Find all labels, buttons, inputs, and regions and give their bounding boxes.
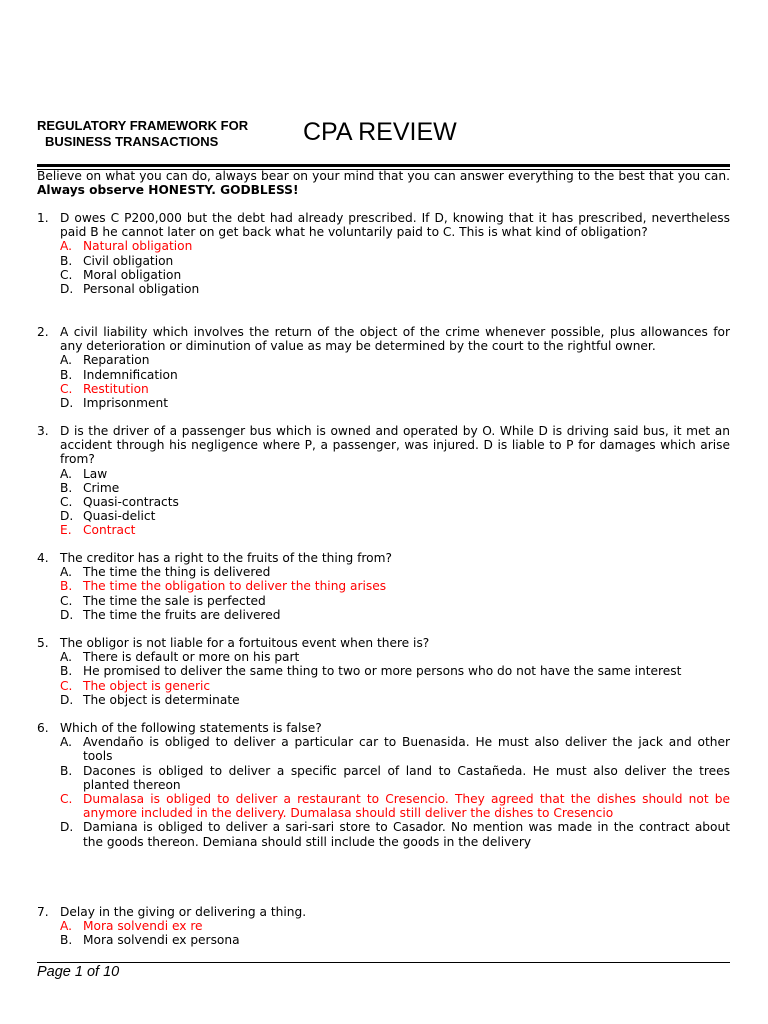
question-number: 5. [37, 636, 49, 650]
option-text: The time the sale is perfected [83, 593, 266, 608]
answer-option [60, 792, 730, 820]
option-text: Imprisonment [83, 396, 169, 411]
option-text: Natural obligation [83, 239, 193, 254]
option-text: Mora solvendi ex re [83, 919, 203, 934]
option-text: The time the obligation to deliver the thing arises [83, 579, 387, 594]
option-letter: C. [60, 593, 73, 608]
option-text: Civil obligation [83, 253, 174, 268]
option-letter: C. [60, 678, 73, 693]
option-letter: A. [60, 353, 72, 368]
question-stem: A civil liability which involves the return of the object of the crime whenever possible, plus allowances for any deterioration or diminution of value as may be determined by the court to the rightful owner. [60, 325, 730, 354]
answer-option [60, 579, 730, 593]
answer-option [60, 396, 730, 410]
option-text: Contract [83, 523, 136, 538]
footer-divider [37, 962, 730, 963]
answer-option [60, 509, 730, 523]
option-text: Indemnification [83, 367, 178, 382]
question-7 [37, 905, 730, 948]
question-stem: The creditor has a right to the fruits of the thing from? [60, 551, 392, 565]
option-text: Dumalasa is obliged to deliver a restaurant to Cresencio. They agreed that the dishes should not be anymore included in the delivery. Dumalasa should still deliver the dishes to Cresencio [83, 792, 730, 821]
answer-option [60, 268, 730, 282]
question-number: 1. [37, 211, 49, 225]
question-2 [37, 325, 730, 410]
answer-option [60, 495, 730, 509]
question-stem: D owes C P200,000 but the debt had already prescribed. If D, knowing that it has prescribed, nevertheless paid B he cannot later on get back what he voluntarily paid to C. This is what kind of obligation? [60, 211, 730, 240]
option-letter: B. [60, 664, 73, 679]
page-number: Page 1 of 10 [37, 964, 120, 980]
question-stem: D is the driver of a passenger bus which is owned and operated by O. While D is driving said bus, it met an accident through his negligence where P, a passenger, was injured. D is liable to P for damages which arise from? [60, 424, 730, 467]
option-text: Law [83, 466, 108, 481]
option-text: Quasi-delict [83, 509, 156, 524]
option-letter: E. [60, 523, 72, 538]
option-text: Mora solvendi ex persona [83, 933, 240, 948]
answer-option [60, 820, 730, 848]
course-title-line-1: REGULATORY FRAMEWORK FOR [37, 118, 249, 133]
question-stem: Which of the following statements is false? [60, 721, 322, 735]
option-letter: C. [60, 792, 73, 807]
answer-option [60, 382, 730, 396]
option-letter: A. [60, 239, 72, 254]
answer-option [60, 664, 730, 678]
intro-bold-text: Always observe HONESTY. GODBLESS! [37, 183, 299, 198]
option-text: Crime [83, 480, 120, 495]
answer-option [60, 594, 730, 608]
option-letter: B. [60, 579, 73, 594]
question-4 [37, 551, 730, 622]
question-6 [37, 721, 730, 849]
option-letter: D. [60, 692, 74, 707]
answer-option [60, 919, 730, 933]
option-letter: D. [60, 396, 74, 411]
answer-option [60, 254, 730, 268]
option-letter: B. [60, 933, 73, 948]
option-letter: D. [60, 607, 74, 622]
option-text: Avendaño is obliged to deliver a particular car to Buenasida. He must also deliver the jack and other tools [83, 735, 730, 764]
question-3 [37, 424, 730, 538]
question-5 [37, 636, 730, 707]
answer-option [60, 481, 730, 495]
answer-option [60, 282, 730, 296]
answer-option [60, 764, 730, 792]
option-letter: A. [60, 919, 72, 934]
option-letter: C. [60, 381, 73, 396]
option-letter: B. [60, 367, 73, 382]
question-stem: The obligor is not liable for a fortuitous event when there is? [60, 636, 430, 650]
question-number: 3. [37, 424, 49, 438]
course-title [37, 118, 299, 150]
option-text: He promised to deliver the same thing to two or more persons who do not have the same interest [83, 664, 682, 679]
option-text: Damiana is obliged to deliver a sari-sari store to Casador. No mention was made in the contract about the goods thereon. Demiana should still include the goods in the delivery [83, 820, 730, 849]
option-letter: A. [60, 650, 72, 665]
option-letter: B. [60, 763, 73, 778]
question-number: 7. [37, 905, 49, 919]
option-letter: A. [60, 565, 72, 580]
answer-option [60, 693, 730, 707]
question-stem: Delay in the giving or delivering a thing. [60, 905, 307, 919]
document-page [37, 0, 730, 1024]
question-number: 4. [37, 551, 49, 565]
answer-option [60, 353, 730, 367]
answer-option [60, 565, 730, 579]
course-title-line-2: BUSINESS TRANSACTIONS [45, 134, 219, 149]
answer-option [60, 368, 730, 382]
option-text: Dacones is obliged to deliver a specific parcel of land to Castañeda. He must also deliver the trees planted thereon [83, 763, 730, 792]
option-text: Moral obligation [83, 267, 182, 282]
option-letter: D. [60, 820, 74, 835]
document-title: CPA REVIEW [303, 118, 457, 146]
answer-option [60, 650, 730, 664]
option-text: The time the fruits are delivered [83, 607, 281, 622]
option-letter: D. [60, 509, 74, 524]
intro-text: Believe on what you can do, always bear on your mind that you can answer everything to the best that you can. [37, 169, 730, 183]
option-text: Personal obligation [83, 282, 200, 297]
option-letter: C. [60, 495, 73, 510]
option-letter: B. [60, 253, 73, 268]
option-text: Quasi-contracts [83, 495, 179, 510]
option-letter: A. [60, 735, 72, 750]
answer-option [60, 608, 730, 622]
option-letter: C. [60, 267, 73, 282]
option-text: Reparation [83, 353, 150, 368]
option-text: There is default or more on his part [83, 650, 300, 665]
answer-option [60, 523, 730, 537]
option-text: The object is generic [83, 678, 211, 693]
option-letter: D. [60, 282, 74, 297]
option-text: The object is determinate [83, 692, 240, 707]
option-letter: A. [60, 466, 72, 481]
intro-paragraph [37, 169, 730, 197]
answer-option [60, 467, 730, 481]
answer-option [60, 239, 730, 253]
answer-option [60, 679, 730, 693]
option-text: The time the thing is delivered [83, 565, 271, 580]
question-number: 2. [37, 325, 49, 339]
header-divider-thick [37, 164, 730, 167]
question-number: 6. [37, 721, 49, 735]
answer-option [60, 933, 730, 947]
option-letter: B. [60, 480, 73, 495]
answer-option [60, 735, 730, 763]
option-text: Restitution [83, 381, 149, 396]
question-1 [37, 211, 730, 296]
